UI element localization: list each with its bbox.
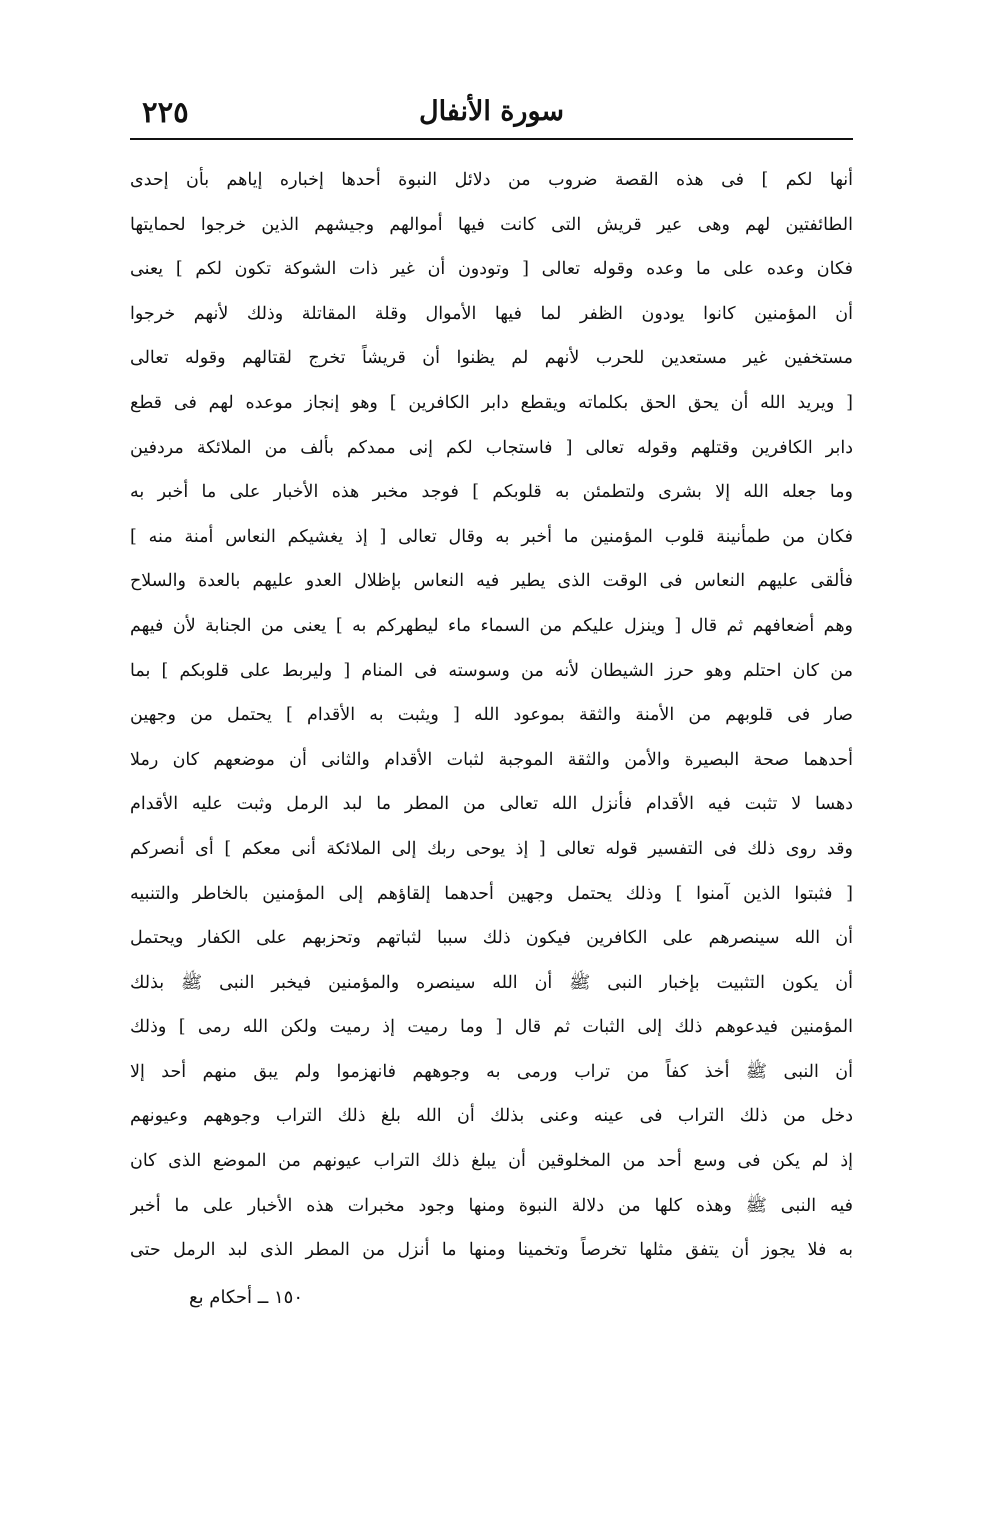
text-line: [ فثبتوا الذين آمنوا ] وذلك يحتمل وجهين أحدهما إلقاؤهم إلى المؤمنين بالخاطر والتنبيه	[130, 883, 853, 904]
header-divider	[130, 138, 853, 140]
text-line: وهم أضعافهم ثم قال [ وينزل عليكم من السماء ماء ليطهركم به ] يعنى من الجنابة لأن فيهم	[130, 615, 853, 636]
text-line: دهسا لا تثبت فيه الأقدام فأنزل الله تعالى من المطر ما لبد الرمل وثبت عليه الأقدام	[130, 794, 853, 815]
text-line: أن المؤمنين كانوا يودون الظفر لما فيها الأموال وقلة المقاتلة وذلك لأنهم خرجوا	[130, 303, 853, 324]
text-line: فيه النبى ﷺ وهذه كلها من دلالة النبوة ومنها وجود مخبرات هذه الأخبار على ما أخبر	[130, 1195, 853, 1216]
text-line: أن يكون التثبيت بإخبار النبى ﷺ أن الله سينصره والمؤمنين فيخبر النبى ﷺ بذلك	[130, 972, 853, 993]
signature-mark: ١٥٠ ــ أحكام بع	[188, 1287, 303, 1308]
text-line: أنها لكم ] فى هذه القصة ضروب من دلائل النبوة أحدها إخباره إياهم بأن إحدى	[130, 170, 853, 190]
text-line: وقد روى ذلك فى التفسير قوله تعالى [ إذ يوحى ربك إلى الملائكة أنى معكم ] أى أنصركم	[130, 838, 853, 859]
page-number: ٢٢٥	[142, 95, 189, 129]
text-line: المؤمنين فيدعوهم ذلك إلى الثبات ثم قال [ وما رميت إذ رميت ولكن الله رمى ] وذلك	[130, 1017, 853, 1038]
text-line: فألقى عليهم النعاس فى الوقت الذى يطير فيه النعاس بإظلال العدو عليهم بالعدة والسلاح	[130, 571, 853, 592]
page-header	[130, 92, 853, 136]
text-line: أحدهما صحة البصيرة والأمن والثقة الموجبة لثبات الأقدام والثانى أن موضعهم كان رملا	[130, 749, 853, 770]
text-line: [ ويريد الله أن يحق الحق بكلماته ويقطع دابر الكافرين ] وهو إنجاز موعده لهم فى قطع	[130, 392, 853, 413]
text-line: دخل من ذلك التراب فى عينه وعنى بذلك أن الله بلغ ذلك التراب وجوههم وعيونهم	[130, 1106, 853, 1127]
surah-title: سورة الأنفال	[418, 96, 565, 127]
text-line: مستخفين غير مستعدين للحرب لأنهم لم يظنوا أن قريشاً تخرج لقتالهم وقوله تعالى	[130, 348, 853, 369]
text-line: فكان وعده على ما وعده وقوله تعالى [ وتودون أن غير ذات الشوكة تكون لكم ] يعنى	[130, 259, 853, 280]
text-line: إذ لم يكن فى وسع أحد من المخلوقين أن يبلغ ذلك التراب عيونهم من الموضع الذى كان	[130, 1151, 853, 1172]
text-line: وما جعله الله إلا بشرى ولتطمئن به قلوبكم ] فوجد مخبر هذه الأخبار على ما أخبر به	[130, 482, 853, 503]
text-line: به فلا يجوز أن يتفق مثلها تخرصاً وتخمينا ومنها ما أنزل من المطر الذى لبد الرمل حتى	[130, 1240, 853, 1261]
text-line: دابر الكافرين وقتلهم وقوله تعالى [ فاستجاب لكم إنى ممدكم بألف من الملائكة مردفين	[130, 437, 853, 458]
text-line: أن الله سينصرهم على الكافرين فيكون ذلك سببا لثباتهم وتحزبهم على الكفار ويحتمل	[130, 928, 853, 949]
text-line: صار فى قلوبهم من الأمنة والثقة بموعود الله [ ويثبت به الأقدام ] يحتمل من وجهين	[130, 705, 853, 726]
text-line: من كان احتلم وهو حرز الشيطان لأنه من وسوسته فى المنام [ وليربط على قلوبكم ] بما	[130, 660, 853, 681]
text-line: فكان من طمأنينة قلوب المؤمنين ما أخبر به وقال تعالى [ إذ يغشيكم النعاس أمنة منه ]	[130, 526, 853, 547]
body-text	[130, 158, 853, 1273]
text-line: أن النبى ﷺ أخذ كفاً من تراب ورمى به وجوههم فانهزموا ولم يبق منهم أحد إلا	[130, 1061, 853, 1082]
text-line: الطائفتين لهم وهى عير قريش التى كانت فيها أموالهم وجيشهم الذين خرجوا لحمايتها	[130, 214, 853, 235]
